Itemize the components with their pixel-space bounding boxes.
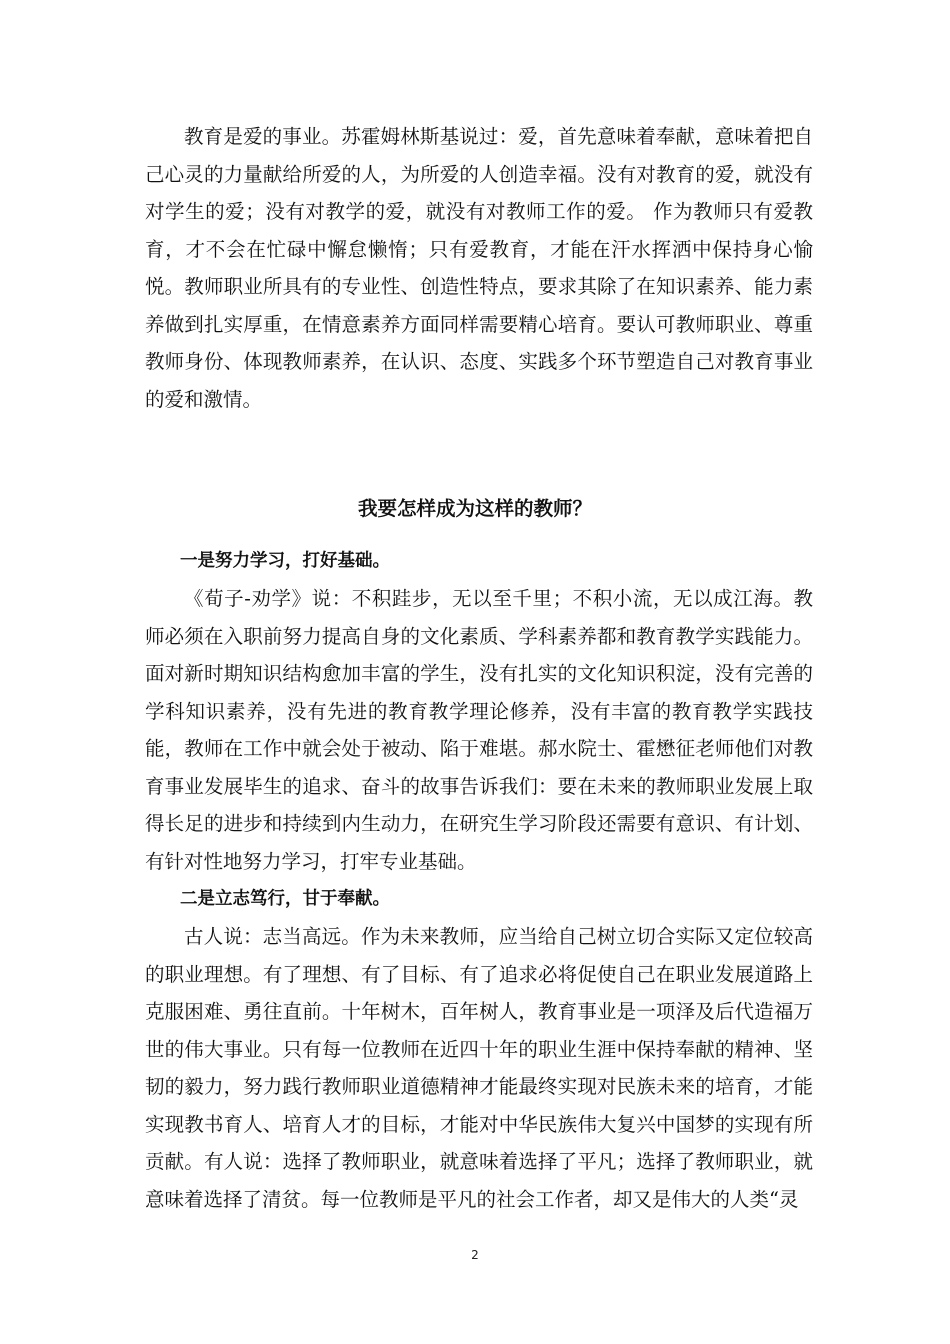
subheading-dedication: 二是立志笃行，甘于奉献。 (180, 889, 390, 909)
section-title: 我要怎样成为这样的教师？ (357, 497, 592, 520)
body-paragraph-love-of-education: 教育是爱的事业。苏霍姆林斯基说过：爱，首先意味着奉献，意味着把自己心灵的力量献给所爱的人，为所爱的人创造幸福。没有对教育的爱，就没有对学生的爱；没有对教学的爱，就没有对教师工作的爱。 作为教师只有爱教育，才不会在忙碌中懈怠懒惰；只有爱教育，才能在汗水挥洒中保持身心愉悦。教师职业所具有的专业性、创造性特点，要求其除了在知识素养、能力素养做到扎实厚重，在情意素养方面同样需要精心培育。要认可教师职业、尊重教师身份、体现教师素养，在认识、态度、实践多个环节塑造自己对教育事业的爱和激情。 (145, 125, 813, 411)
body-paragraph-dedication: 古人说：志当高远。作为未来教师，应当给自己树立切合实际又定位较高的职业理想。有了理想、有了目标、有了追求必将促使自己在职业发展道路上克服困难、勇往直前。十年树木，百年树人，教育事业是一项泽及后代造福万世的伟大事业。只有每一位教师在近四十年的职业生涯中保持奉献的精神、坚韧的毅力，努力践行教师职业道德精神才能最终实现对民族未来的培育，才能实现教书育人、培育人才的目标，才能对中华民族伟大复兴中国梦的实现有所贡献。有人说：选择了教师职业，就意味着选择了平凡；选择了教师职业，就意味着选择了清贫。每一位教师是平凡的社会工作者，却又是伟大的人类“灵 (145, 925, 813, 1211)
page-number: 2 (471, 1248, 479, 1262)
body-paragraph-study-hard: 《荀子-劝学》说：不积跬步，无以至千里；不积小流，无以成江海。教师必须在入职前努力提高自身的文化素质、学科素养都和教育教学实践能力。面对新时期知识结构愈加丰富的学生，没有扎实的文化知识积淀，没有完善的学科知识素养，没有先进的教育教学理论修养，没有丰富的教育教学实践技能，教师在工作中就会处于被动、陷于难堪。郝水院士、霍懋征老师他们对教育事业发展毕生的追求、奋斗的故事告诉我们：要在未来的教师职业发展上取得长足的进步和持续到内生动力，在研究生学习阶段还需要有意识、有计划、有针对性地努力学习，打牢专业基础。 (145, 587, 813, 873)
subheading-study-hard: 一是努力学习，打好基础。 (180, 551, 390, 571)
